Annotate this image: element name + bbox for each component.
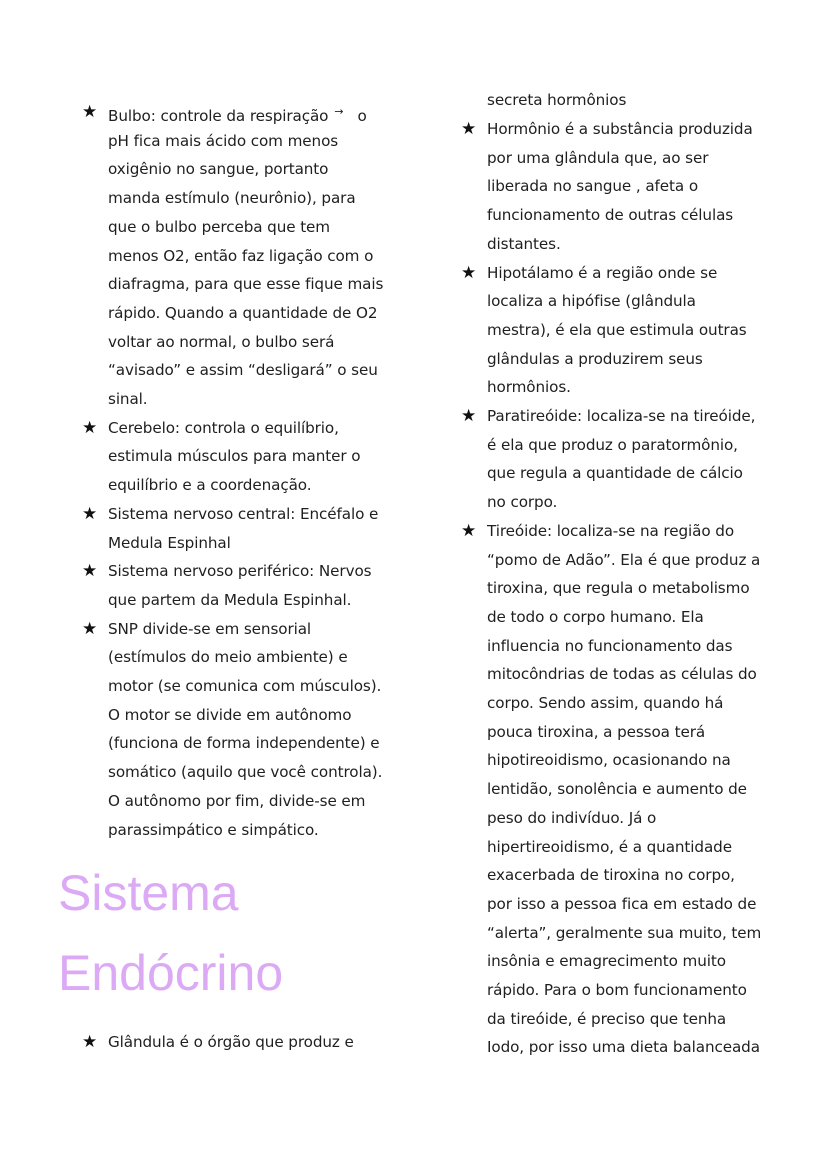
- bullet-star-icon: ★: [461, 520, 477, 541]
- text-line: Hormônio é a substância produzida: [487, 120, 753, 138]
- text-line: mitocôndrias de todas as células do: [487, 665, 757, 684]
- text-line: Sistema nervoso central: Encéfalo e: [108, 504, 379, 523]
- text-line: “alerta”, geralmente sua muito, tem: [487, 923, 762, 942]
- text-line: que partem da Medula Espinhal.: [108, 590, 352, 609]
- text-line: mestra), é ela que estimula outras: [487, 320, 747, 339]
- text-line: hipertireoidismo, é a quantidade: [487, 837, 732, 856]
- bullet-star-icon: ★: [82, 618, 98, 639]
- bullet-star-icon: ★: [82, 417, 98, 438]
- text-line: rápido. Quando a quantidade de O2: [108, 303, 378, 322]
- text-line: Hipotálamo é a região onde se: [487, 263, 718, 282]
- bullet-star-icon: ★: [82, 1032, 98, 1052]
- text-line: funcionamento de outras células: [487, 206, 734, 225]
- text-line: corpo. Sendo assim, quando há: [487, 694, 724, 712]
- text-line: hipotireoidismo, ocasionando na: [487, 751, 731, 770]
- text-line: Glândula é o órgão que produz e: [108, 1033, 354, 1051]
- text-line: SNP divide-se em sensorial: [108, 619, 312, 638]
- text-line: por uma glândula que, ao ser: [487, 148, 709, 167]
- text-line: somático (aquilo que você controla).: [108, 763, 383, 782]
- section-title: Endócrino: [58, 945, 284, 1001]
- text-fragment: o: [357, 107, 367, 125]
- text-line: que regula a quantidade de cálcio: [487, 464, 743, 483]
- bullet-star-icon: ★: [82, 561, 98, 582]
- text-line: “pomo de Adão”. Ela é que produz a: [487, 550, 761, 569]
- text-line: liberada no sangue , afeta o: [487, 177, 699, 196]
- text-line: tiroxina, que regula o metabolismo: [487, 579, 750, 598]
- text-line: que o bulbo perceba que tem: [108, 217, 330, 236]
- text-line: exacerbada de tiroxina no corpo,: [487, 866, 735, 885]
- text-line: peso do indivíduo. Já o: [487, 808, 657, 827]
- text-line: Bulbo: controle da respiração → o: [108, 102, 367, 126]
- text-line: glândulas a produzirem seus: [487, 349, 703, 368]
- text-line: oxigênio no sangue, portanto: [108, 160, 329, 179]
- text-line: é ela que produz o paratormônio,: [487, 435, 738, 454]
- text-line: O autônomo por fim, divide-se em: [108, 791, 366, 810]
- text-line: de todo o corpo humano. Ela: [487, 607, 704, 626]
- text-line: pH fica mais ácido com menos: [108, 131, 339, 150]
- text-line: equilíbrio e a coordenação.: [108, 476, 312, 495]
- text-line: diafragma, para que esse fique mais: [108, 275, 384, 294]
- bullet-star-icon: ★: [461, 406, 477, 426]
- text-line: sinal.: [108, 390, 148, 408]
- text-line: O motor se divide em autônomo: [108, 705, 352, 724]
- bullet-star-icon: ★: [461, 119, 477, 139]
- text-line: lentidão, sonolência e aumento de: [487, 780, 747, 799]
- text-line: por isso a pessoa fica em estado de: [487, 894, 757, 913]
- text-line: localiza a hipófise (glândula: [487, 292, 696, 311]
- text-line: voltar ao normal, o bulbo será: [108, 332, 335, 351]
- bullet-star-icon: ★: [82, 503, 98, 524]
- text-line: Medula Espinhal: [108, 533, 231, 552]
- arrow-right-icon: →: [334, 105, 344, 118]
- text-line: motor (se comunica com músculos).: [108, 677, 382, 695]
- text-line: manda estímulo (neurônio), para: [108, 189, 356, 208]
- text-line: menos O2, então faz ligação com o: [108, 246, 374, 265]
- text-line: Paratireóide: localiza-se na tireóide,: [487, 407, 756, 425]
- text-line: (estímulos do meio ambiente) e: [108, 648, 348, 667]
- text-line: (funciona de forma independente) e: [108, 734, 380, 753]
- text-line: estimula músculos para manter o: [108, 447, 361, 466]
- text-line: influencia no funcionamento das: [487, 636, 733, 655]
- text-line: rápido. Para o bom funcionamento: [487, 981, 747, 999]
- text-line: Cerebelo: controla o equilíbrio,: [108, 418, 339, 437]
- text-line: Sistema nervoso periférico: Nervos: [108, 562, 372, 581]
- text-line: da tireóide, é preciso que tenha: [487, 1009, 727, 1028]
- bullet-star-icon: ★: [82, 102, 98, 122]
- bullet-star-icon: ★: [461, 262, 477, 283]
- text-line: no corpo.: [487, 493, 558, 512]
- text-line: pouca tiroxina, a pessoa terá: [487, 722, 706, 741]
- text-line: Tireóide: localiza-se na região do: [487, 521, 735, 540]
- text-line: distantes.: [487, 234, 561, 253]
- text-line: Iodo, por isso uma dieta balanceada: [487, 1038, 760, 1057]
- text-line: hormônios.: [487, 378, 571, 397]
- text-line: insônia e emagrecimento muito: [487, 952, 726, 971]
- text-line: parassimpático e simpático.: [108, 820, 319, 839]
- text-line: “avisado” e assim “desligará” o seu: [108, 361, 378, 380]
- section-title: Sistema: [58, 865, 239, 921]
- text-line: secreta hormônios: [487, 91, 627, 109]
